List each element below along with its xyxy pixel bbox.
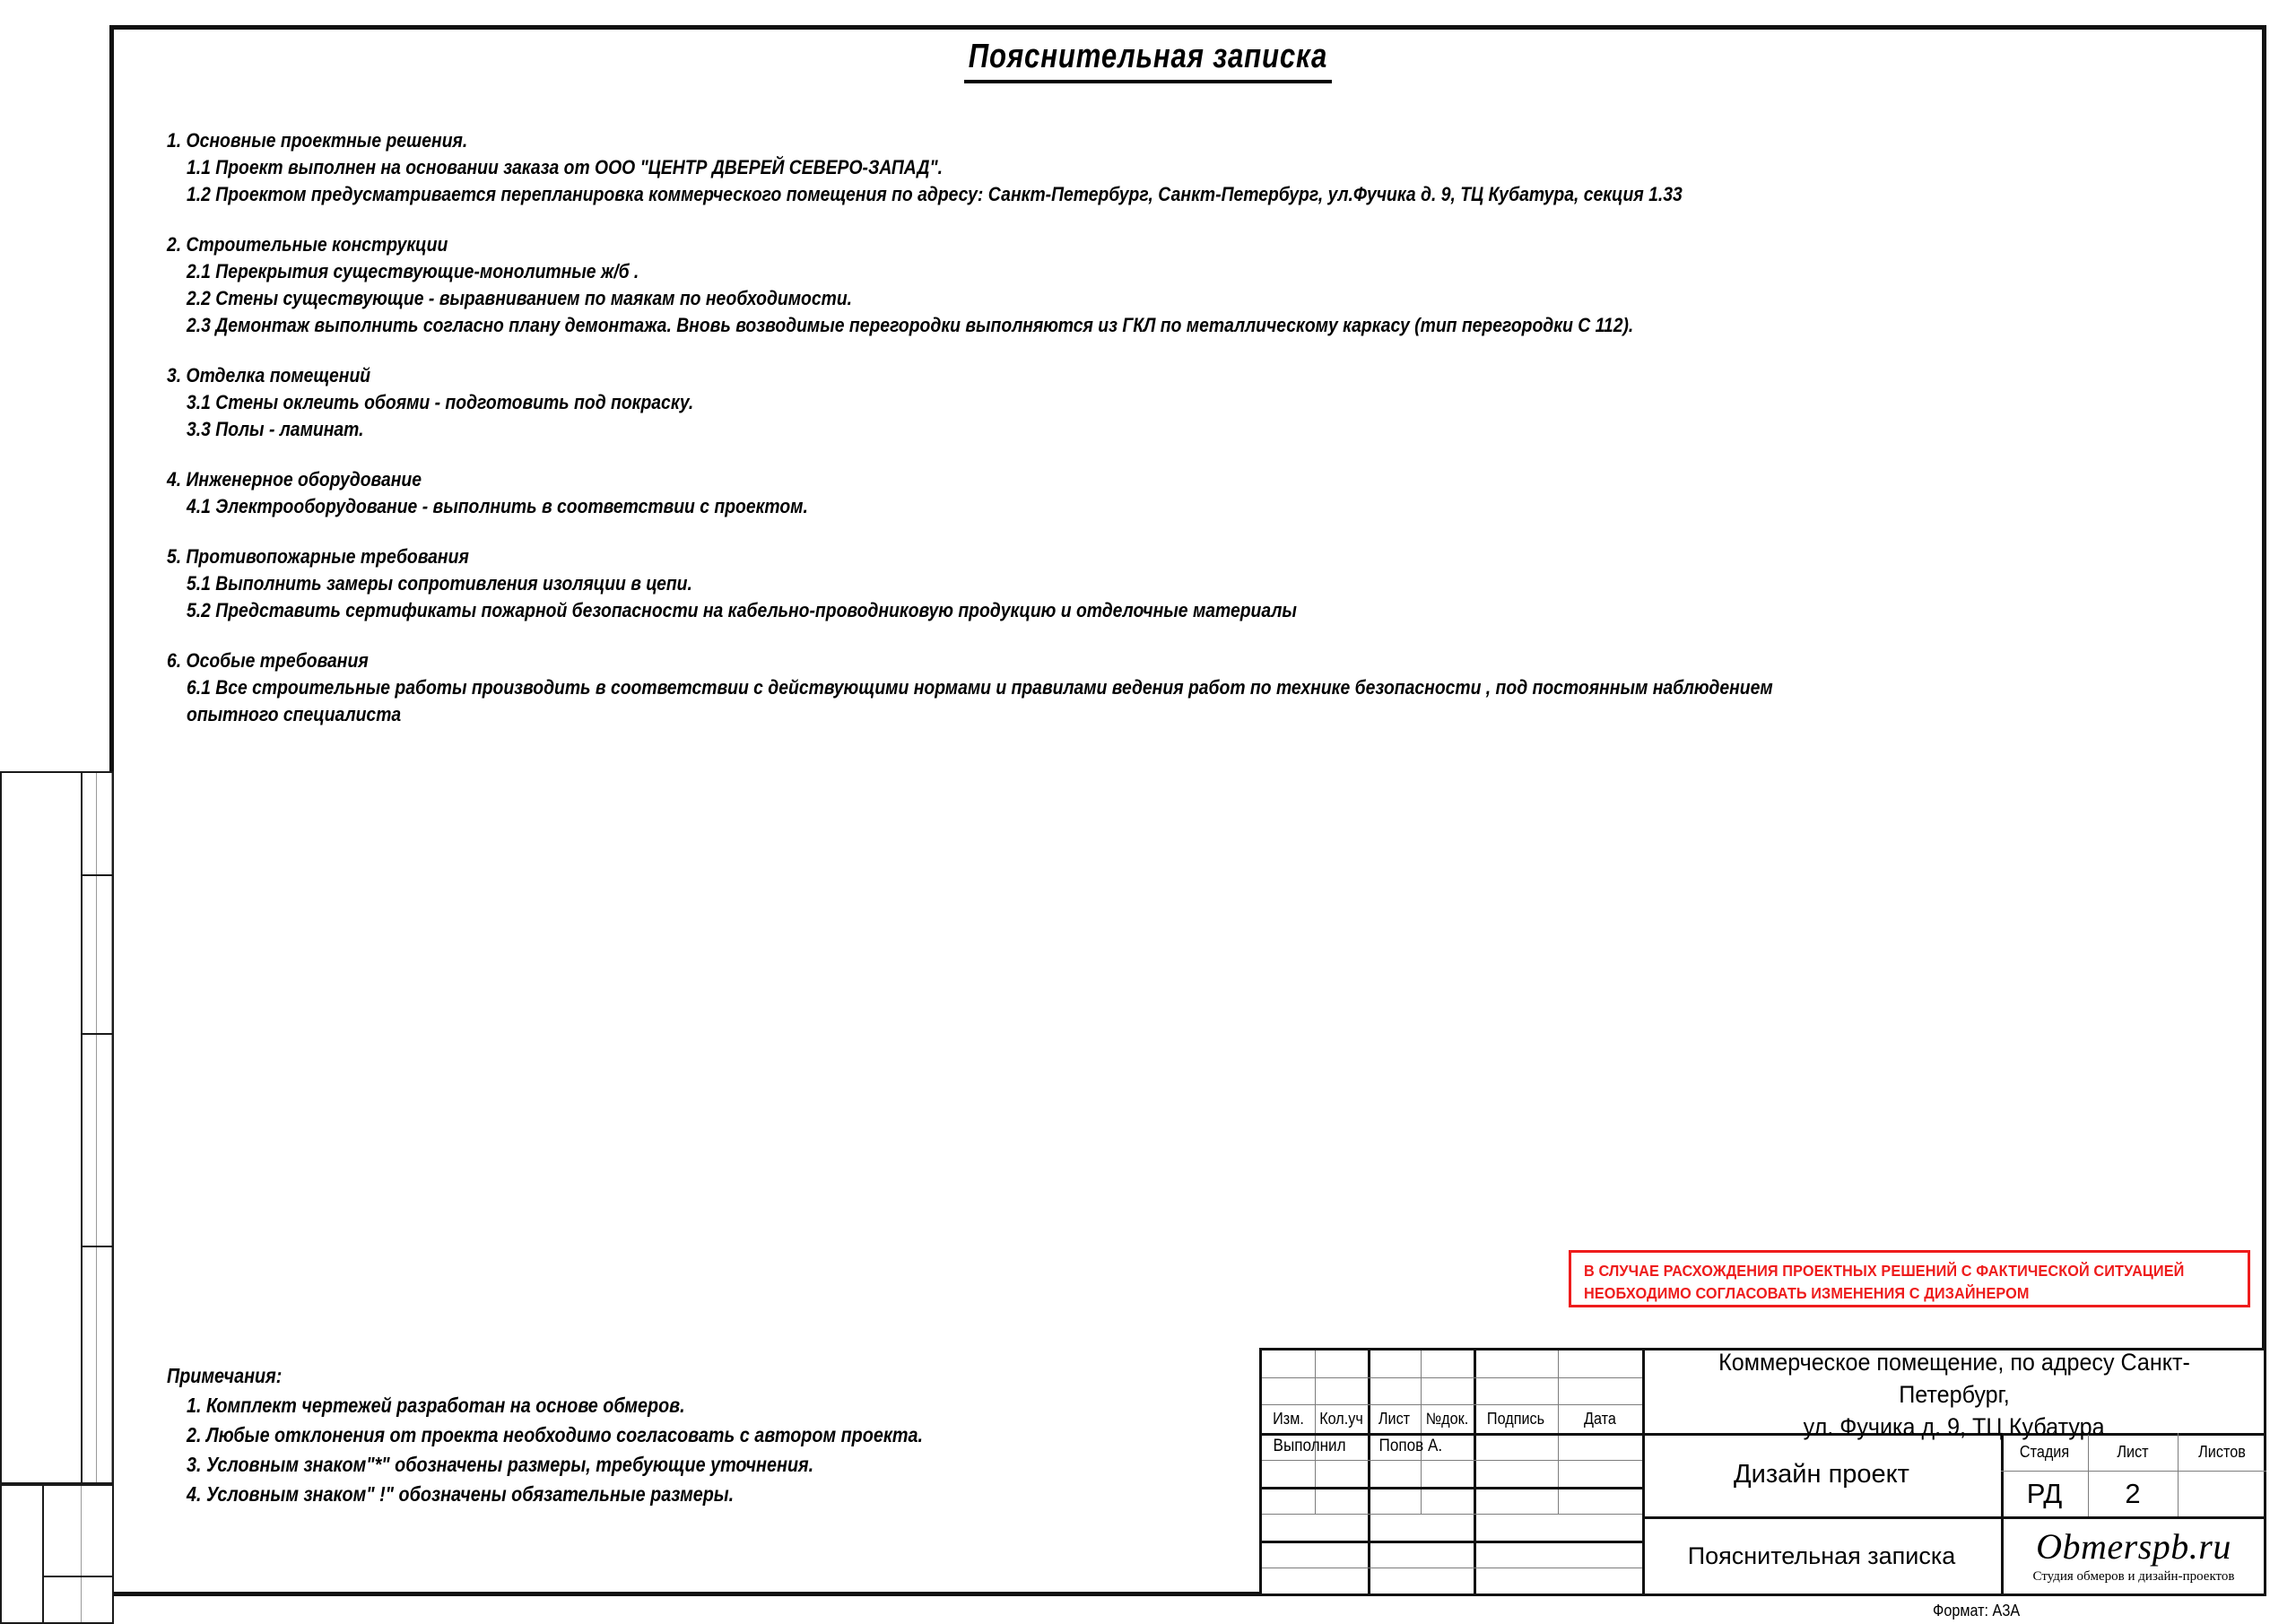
section-item: 1.2 Проектом предусматривается перепланировка коммерческого помещения по адресу: Санкт-Петербург, Санкт-Петербург, ул.Фучика д. 9, ТЦ Кубатура, секция 1.33	[187, 183, 1683, 205]
stamp-meta-header-listov: Листов	[2198, 1442, 2246, 1461]
project-title-line-2: ул. Фучика д. 9, ТЦ Кубатура	[1804, 1413, 2105, 1440]
page-title-text: Пояснительная записка	[964, 38, 1332, 83]
stamp-role-label: Выполнил	[1273, 1437, 1346, 1455]
stamp-project-title	[1642, 1349, 2266, 1440]
binding-grid-upper	[0, 771, 114, 1484]
note-item: 1. Комплект чертежей разработан на основе обмеров.	[187, 1394, 685, 1417]
warning-line-2: НЕОБХОДИМО СОГЛАСОВАТЬ ИЗМЕНЕНИЯ С ДИЗАЙНЕРОМ	[1584, 1284, 2030, 1302]
section-item: 5.2 Представить сертификаты пожарной безопасности на кабельно-проводниковую продукцию и отделочные материалы	[187, 599, 1297, 621]
binding-grid-lower	[0, 1484, 114, 1624]
logo-tagline: Студия обмеров и дизайн-проектов	[2032, 1569, 2235, 1584]
notes-heading: Примечания:	[167, 1364, 283, 1387]
stamp-header-data: Дата	[1584, 1409, 1616, 1428]
stamp-meta-value-stadia: РД	[2026, 1477, 2063, 1509]
logo-wordmark: Obmerspb.ru	[2036, 1526, 2231, 1567]
section-item: 2.2 Стены существующие - выравниванием по маякам по необходимости.	[187, 287, 853, 309]
section-item: 4.1 Электрооборудование - выполнить в соответствии с проектом.	[187, 495, 808, 517]
warning-box	[1569, 1250, 2250, 1307]
stamp-header-koluch: Кол.уч	[1319, 1409, 1363, 1428]
section-item: 2.1 Перекрытия существующие-монолитные ж/б .	[187, 260, 639, 282]
note-item: 2. Любые отклонения от проекта необходимо согласовать с автором проекта.	[187, 1423, 923, 1446]
stamp-meta-value-listov	[2178, 1471, 2266, 1516]
section-heading: 1. Основные проектные решения.	[167, 129, 468, 152]
stamp-header-podpis: Подпись	[1486, 1409, 1545, 1428]
explanatory-note-body	[167, 127, 2104, 751]
section-block	[167, 466, 2104, 520]
warning-line-1: В СЛУЧАЕ РАСХОЖДЕНИЯ ПРОЕКТНЫХ РЕШЕНИЙ С ФАКТИЧЕСКОЙ СИТУАЦИЕЙ	[1584, 1262, 2185, 1280]
stamp-sheet-name: Пояснительная записка	[1687, 1542, 1956, 1569]
section-item: 3.3 Полы - ламинат.	[187, 418, 364, 440]
section-block	[167, 127, 2104, 208]
section-heading: 5. Противопожарные требования	[167, 545, 469, 568]
section-item: 1.1 Проект выполнен на основании заказа от ООО "ЦЕНТР ДВЕРЕЙ СЕВЕРО-ЗАПАД".	[187, 156, 944, 178]
note-item: 3. Условным знаком"*" обозначены размеры, требующие уточнения.	[187, 1453, 814, 1476]
section-item: 5.1 Выполнить замеры сопротивления изоляции в цепи.	[187, 572, 692, 595]
stamp-role-name: Попов А.	[1378, 1437, 1443, 1455]
section-item-continuation: опытного специалиста	[187, 703, 402, 725]
format-label: Формат: А3А	[1933, 1602, 2021, 1620]
section-block	[167, 231, 2104, 339]
stamp-meta-header-stadia: Стадия	[2019, 1442, 2070, 1461]
title-block-stamp	[1259, 1348, 2266, 1596]
section-item: 6.1 Все строительные работы производить в соответствии с действующими нормами и правилами ведения работ по технике безопасности , под постоянным наблюдением	[187, 676, 1773, 699]
note-item: 4. Условным знаком" !" обозначены обязательные размеры.	[187, 1482, 735, 1506]
section-item: 3.1 Стены оклеить обоями - подготовить под покраску.	[187, 391, 694, 413]
section-block	[167, 543, 2104, 624]
section-heading: 3. Отделка помещений	[167, 364, 371, 386]
page-title	[206, 38, 2089, 83]
company-logo	[2001, 1516, 2266, 1596]
section-heading: 4. Инженерное оборудование	[167, 468, 422, 491]
stamp-header-list: Лист	[1378, 1409, 1411, 1428]
notes-block	[167, 1361, 1243, 1509]
stamp-header-ndok: №док.	[1425, 1409, 1469, 1428]
section-item: 2.3 Демонтаж выполнить согласно плану демонтажа. Вновь возводимые перегородки выполняются из ГКЛ по металлическому каркасу (тип перегородки С 112).	[187, 314, 1634, 336]
section-heading: 6. Особые требования	[167, 649, 369, 672]
stamp-header-izm: Изм.	[1273, 1409, 1304, 1428]
stamp-stage-name: Дизайн проект	[1734, 1460, 1909, 1489]
section-heading: 2. Строительные конструкции	[167, 233, 448, 256]
section-block	[167, 362, 2104, 443]
project-title-line-1: Коммерческое помещение, по адресу Санкт-Петербург,	[1718, 1349, 2190, 1408]
stamp-meta-value-list: 2	[2125, 1477, 2141, 1509]
section-block	[167, 647, 2104, 728]
stamp-meta-header-list: Лист	[2117, 1442, 2149, 1461]
